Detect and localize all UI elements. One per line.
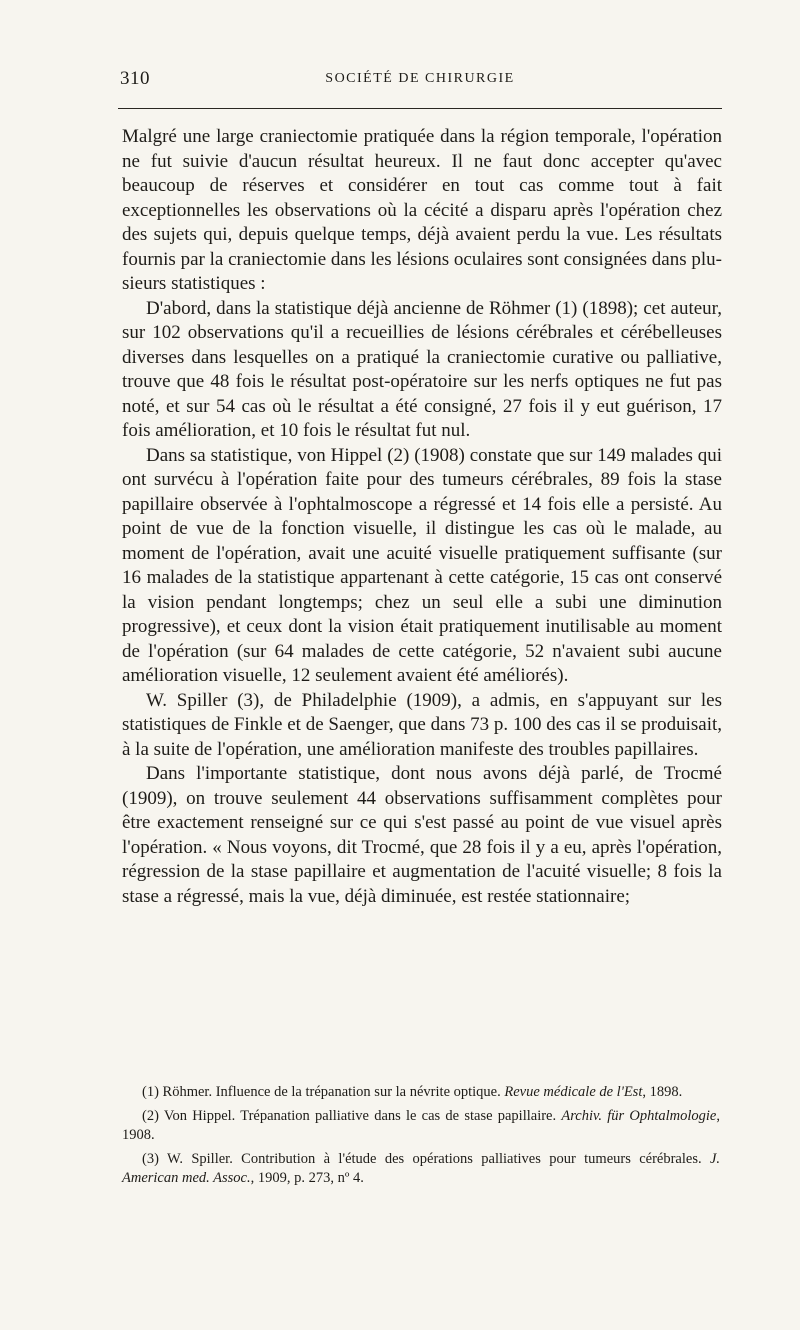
- paragraph: Malgré une large craniectomie pratiquée dans la région temporale, l'opération ne fut suivie d'aucun résultat heureux. Il ne faut donc accepter qu'avec beaucoup de réserves et considérer en tout cas comme tout à fait exceptionnelles les observations où la cécité a disparu après l'opération chez des sujets qui, depuis quelque temps, déjà avaient perdu la vue. Les résultats fournis par la craniectomie dans les lésions oculaires sont consignées dans plusieurs statistiques :: [122, 126, 722, 294]
- paragraph: Dans sa statistique, von Hippel (2) (1908) constate que sur 149 malades qui ont survécu à l'opération faite pour des tumeurs cérébrales, 89 fois la stase papillaire observée à l'ophtalmoscope a régressé et 14 fois elle a persisté. Au point de vue de la fonction visuelle, il distingue les cas où le malade, au moment de l'opération, avait une acuité visuelle pratiquement suffisante (sur 16 malades de la statistique appartenant à cette catégorie, 15 cas ont conservé la vision pendant longtemps; chez un seul elle a subi une diminution progressive), et ceux dont la vision était pratiquement inutilisable au moment de l'opération (sur 64 malades de cette catégorie, 52 n'avaient subi aucune amélioration visuelle, 12 seulement avaient été améliorés).: [122, 444, 722, 686]
- footnote-source: Archiv. für Ophtalmologie: [561, 1107, 717, 1124]
- footnote-source: J. American med. Assoc.: [122, 1150, 720, 1186]
- footnote-tail: , 1909, p. 273, nº 4.: [250, 1170, 364, 1186]
- body-text: [122, 125, 722, 909]
- footnote: [122, 1083, 720, 1103]
- running-head: SOCIÉTÉ DE CHIRURGIE: [325, 71, 515, 86]
- footnotes: [122, 1083, 720, 1193]
- paragraph: W. Spiller (3), de Philadelphie (1909), a admis, en s'appuyant sur les statistiques de Finkle et de Saenger, que dans 73 p. 100 des cas il se produisait, à la suite de l'opération, une amélioration manifeste des troubles papillaires.: [122, 689, 722, 760]
- footnote: [122, 1150, 720, 1189]
- page-number: 310: [120, 68, 150, 89]
- paragraph: Dans l'importante statistique, dont nous avons déjà parlé, de Trocmé (1909), on trouve seulement 44 observations suffisamment complètes pour être exactement renseigné sur ce qui s'est passé au point de vue visuel après l'opération. « Nous voyons, dit Trocmé, que 28 fois il y a eu, après l'opération, régression de la stase papillaire et augmentation de l'acuité visuelle; 8 fois la stase a régressé, mais la vue, déjà diminuée, est restée stationnaire;: [122, 763, 722, 907]
- footnote-tail: , 1898.: [642, 1084, 683, 1100]
- footnote-text: (3) W. Spiller. Contribution à l'étude des opérations palliatives pour tumeurs cérébrales.: [142, 1150, 710, 1167]
- footnote-text: (2) Von Hippel. Trépanation palliative dans le cas de stase papillaire.: [142, 1107, 562, 1124]
- footnote-source: Revue médicale de l'Est: [504, 1084, 643, 1100]
- page-header: [120, 68, 720, 98]
- footnote-text: (1) Röhmer. Influence de la trépanation sur la névrite optique.: [142, 1084, 505, 1100]
- footnote: [122, 1107, 720, 1146]
- header-rule: [118, 108, 722, 109]
- footnote-tail: , 1908.: [122, 1107, 720, 1143]
- paragraph: D'abord, dans la statistique déjà ancienne de Röhmer (1) (1898); cet auteur, sur 102 observations qu'il a recueillies de lésions cérébrales et cérébelleuses diverses dans lesquelles on a pratiqué la craniectomie curative ou palliative, trouve que 48 fois le résultat post-opératoire sur les nerfs optiques ne fut pas noté, et sur 54 cas où le résultat a été consigné, 27 fois il y eut guérison, 17 fois amélioration, et 10 fois le résultat fut nul.: [122, 297, 722, 441]
